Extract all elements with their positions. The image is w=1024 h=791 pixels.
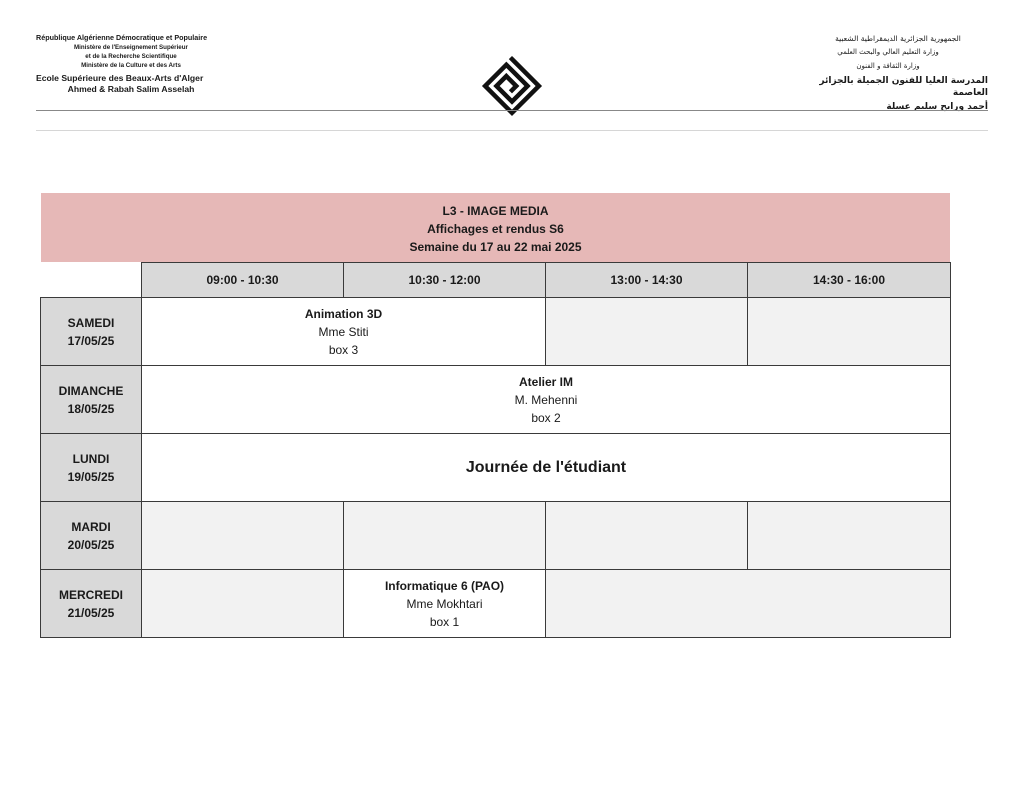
republic-name-fr: République Algérienne Démocratique et Populaire (36, 33, 208, 42)
header-divider (36, 110, 988, 111)
empty-cell (748, 298, 951, 366)
school-logo (481, 55, 543, 117)
ministry-higher-ed-line1: Ministère de l'Enseignement Supérieur (74, 44, 188, 51)
slot-header: 09:00 - 10:30 (142, 263, 344, 298)
empty-cell (748, 502, 951, 570)
school-name-fr: Ecole Supérieure des Beaux-Arts d'Alger (36, 73, 204, 83)
header-right-block (788, 33, 988, 113)
corner-cell (41, 263, 142, 298)
slot-header: 10:30 - 12:00 (344, 263, 546, 298)
slot-header: 14:30 - 16:00 (748, 263, 951, 298)
day-date: 19/05/25 (67, 469, 115, 484)
session-cell (344, 570, 546, 638)
slot-header: 13:00 - 14:30 (546, 263, 748, 298)
school-patrons-fr: Ahmed & Rabah Salim Asselah (67, 84, 195, 94)
day-cell (41, 298, 142, 366)
session-cell (142, 298, 546, 366)
empty-cell (344, 502, 546, 570)
schedule-banner (41, 193, 950, 262)
session-room: box 1 (429, 614, 460, 629)
day-cell (41, 502, 142, 570)
table-row (41, 434, 951, 502)
day-name: MERCREDI (58, 587, 123, 602)
program-title: L3 - IMAGE MEDIA (442, 204, 549, 218)
session-teacher: Mme Stiti (318, 324, 369, 339)
table-row (41, 570, 951, 638)
week-range: Semaine du 17 au 22 mai 2025 (409, 240, 582, 254)
ministry-higher-ed-line2: et de la Recherche Scientifique (85, 53, 177, 60)
school-name-ar: المدرسة العليا للفنون الجميلة بالجزائر العاصمة (819, 76, 988, 98)
header-left-block (36, 33, 226, 95)
school-patrons-ar: أحمد ورابح سليم عسلة (886, 102, 988, 112)
session-title: Informatique 6 (PAO) (384, 578, 505, 593)
header-divider-light (36, 130, 988, 131)
day-cell (41, 570, 142, 638)
table-row (41, 298, 951, 366)
session-teacher: M. Mehenni (514, 392, 578, 407)
day-date: 20/05/25 (67, 537, 115, 552)
session-title: Animation 3D (304, 306, 383, 321)
empty-cell (142, 502, 344, 570)
day-cell (41, 434, 142, 502)
day-cell (41, 366, 142, 434)
ministry-culture-fr: Ministère de la Culture et des Arts (81, 62, 181, 69)
republic-name-ar: الجمهورية الجزائرية الديمقراطية الشعبية (835, 34, 961, 43)
schedule-table (40, 262, 951, 638)
day-name: SAMEDI (67, 315, 115, 330)
day-date: 18/05/25 (67, 401, 115, 416)
session-title: Atelier IM (518, 374, 573, 389)
session-room: box 3 (328, 342, 359, 357)
schedule-subtitle: Affichages et rendus S6 (427, 222, 564, 236)
day-name: MARDI (71, 519, 111, 534)
empty-cell (142, 570, 344, 638)
ministry-higher-ed-ar: وزارة التعليم العالي والبحث العلمي (837, 48, 939, 56)
ministry-culture-ar: وزارة الثقافة و الفنون (856, 62, 920, 70)
session-cell (142, 366, 951, 434)
session-teacher: Mme Mokhtari (406, 596, 483, 611)
empty-cell (546, 502, 748, 570)
day-name: DIMANCHE (58, 383, 124, 398)
session-room: box 2 (531, 410, 561, 425)
empty-cell (546, 570, 951, 638)
table-row (41, 502, 951, 570)
day-date: 21/05/25 (67, 605, 115, 620)
table-row (41, 366, 951, 434)
day-date: 17/05/25 (67, 333, 115, 348)
event-cell: Journée de l'étudiant (142, 434, 951, 502)
day-name: LUNDI (72, 451, 110, 466)
empty-cell (546, 298, 748, 366)
